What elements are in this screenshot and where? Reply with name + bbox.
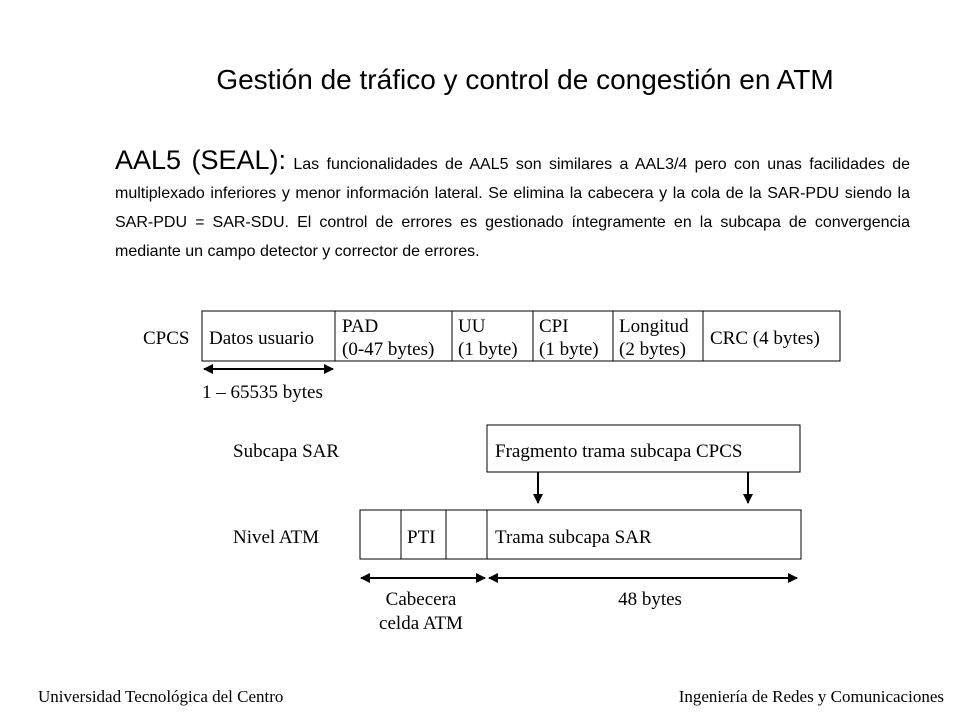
- body-text: Las funcionalidades de AAL5 son similares a AAL3/4 pero con unas facilidades de multiplexado inferiores y menor información lateral. Se elimina la cabecera y la cola de la SAR-PDU siendo la SAR-PDU = SAR-SDU. El control de errores es gestionado íntegramente en la subcapa de convergencia mediante un campo detector y corrector de errores.: [115, 156, 911, 260]
- cpcs-field-pad: PAD: [342, 316, 379, 337]
- cpcs-field-longitud: Longitud: [619, 316, 689, 337]
- cpcs-field-cpi: CPI: [539, 316, 569, 337]
- atm-pti: PTI: [407, 527, 436, 548]
- cpcs-field-cpi-size: (1 byte): [539, 339, 599, 360]
- footer-course: Ingeniería de Redes y Comunicaciones: [678, 687, 944, 706]
- atm-payload-size: 48 bytes: [618, 589, 682, 610]
- slide-title: Gestión de tráfico y control de congestión en ATM: [216, 64, 834, 95]
- cpcs-field-uu: UU: [458, 316, 486, 337]
- atm-header-label: Cabecera: [385, 589, 457, 610]
- atm-payload: Trama subcapa SAR: [495, 527, 652, 548]
- footer-university: Universidad Tecnológica del Centro: [38, 687, 284, 706]
- cpcs-field-datos: Datos usuario: [209, 328, 315, 349]
- cpcs-field-longitud-size: (2 bytes): [619, 339, 687, 360]
- cpcs-size-label: 1 – 65535 bytes: [202, 382, 323, 403]
- sar-fragment-label: Fragmento trama subcapa CPCS: [495, 441, 743, 462]
- cpcs-field-pad-size: (0-47 bytes): [342, 339, 435, 360]
- sar-label: Subcapa SAR: [233, 441, 340, 462]
- cpcs-field-uu-size: (1 byte): [458, 339, 518, 360]
- cpcs-label: CPCS: [143, 328, 190, 349]
- cpcs-field-crc: CRC (4 bytes): [710, 328, 820, 349]
- lead-heading: AAL5 (SEAL):: [115, 145, 286, 175]
- atm-label: Nivel ATM: [233, 527, 320, 548]
- atm-header-label-2: celda ATM: [379, 613, 463, 634]
